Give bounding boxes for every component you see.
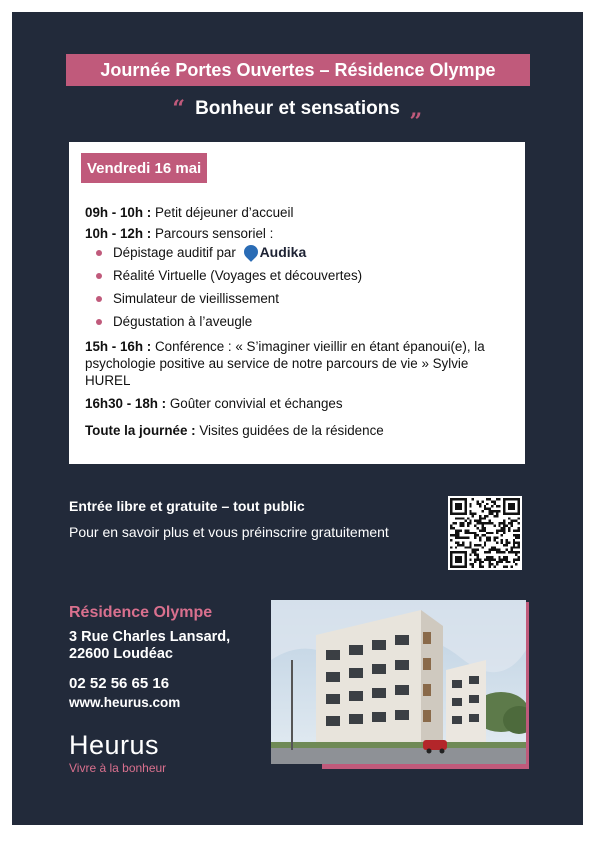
free-entry-text: Entrée libre et gratuite – tout public <box>69 498 305 514</box>
subtitle-text: Bonheur et sensations <box>195 98 400 119</box>
poster <box>12 12 583 825</box>
qr-code-icon[interactable] <box>448 496 522 570</box>
program-item-breakfast <box>85 204 515 221</box>
event-title: Journée Portes Ouvertes – Résidence Olympe <box>100 59 496 80</box>
bullet-text: Dégustation à l’aveugle <box>113 314 253 329</box>
program-time: 10h - 12h : <box>85 226 152 241</box>
program-text: Conférence : « S’imaginer vieillir en étant épanoui(e), la psychologie positive au service de notre parcours de vie » Sylvie HUREL <box>85 339 485 388</box>
phone-number[interactable]: 02 52 56 65 16 <box>69 675 170 692</box>
audika-drop-icon <box>241 242 261 262</box>
address-street: 3 Rue Charles Lansard, <box>69 629 231 645</box>
program-text: Visites guidées de la résidence <box>199 423 384 438</box>
register-text: Pour en savoir plus et vous préinscrire gratuitement <box>69 524 389 540</box>
bullet-text: Dépistage auditif par <box>113 245 236 260</box>
program-item-allday <box>85 422 515 439</box>
program-time: 15h - 16h : <box>85 339 152 354</box>
heurus-logo: Heurus <box>69 730 160 760</box>
qr-code-graphic <box>450 498 520 568</box>
residence-name: Résidence Olympe <box>69 604 213 621</box>
program-text: Petit déjeuner d’accueil <box>154 205 294 220</box>
list-item <box>85 244 515 261</box>
list-item <box>85 267 515 284</box>
program-time: Toute la journée : <box>85 423 196 438</box>
day-badge <box>81 153 207 183</box>
brand-tagline: Vivre à la bonheur <box>69 761 167 775</box>
program-item-parcours <box>85 225 515 242</box>
bullet-icon <box>96 273 102 279</box>
residence-address <box>69 629 230 663</box>
program-time: 16h30 - 18h : <box>85 396 167 411</box>
day-label: Vendredi 16 mai <box>87 159 202 177</box>
residence-building-photo <box>271 600 526 764</box>
program-item-conference <box>85 338 515 389</box>
program-card <box>69 142 525 464</box>
sponsor-name: Audika <box>259 244 307 260</box>
bullet-icon <box>96 250 102 256</box>
program-item-gouter <box>85 395 515 412</box>
open-quote-icon: “ <box>172 96 186 122</box>
program-body <box>85 204 515 443</box>
event-title-banner <box>66 54 530 86</box>
program-text: Parcours sensoriel : <box>154 226 274 241</box>
program-text: Goûter convivial et échanges <box>169 396 343 411</box>
event-subtitle <box>12 96 583 122</box>
bullet-icon <box>96 296 102 302</box>
website-link[interactable]: www.heurus.com <box>69 695 181 710</box>
building-illustration <box>271 600 526 764</box>
audika-logo <box>244 244 307 260</box>
close-quote-icon: „ <box>409 96 423 122</box>
bullet-text: Simulateur de vieillissement <box>113 291 279 306</box>
bullet-text: Réalité Virtuelle (Voyages et découvertes) <box>113 268 363 283</box>
program-time: 09h - 10h : <box>85 205 152 220</box>
activity-list <box>85 244 515 330</box>
address-city: 22600 Loudéac <box>69 646 173 662</box>
bullet-icon <box>96 319 102 325</box>
list-item <box>85 290 515 307</box>
list-item <box>85 313 515 330</box>
